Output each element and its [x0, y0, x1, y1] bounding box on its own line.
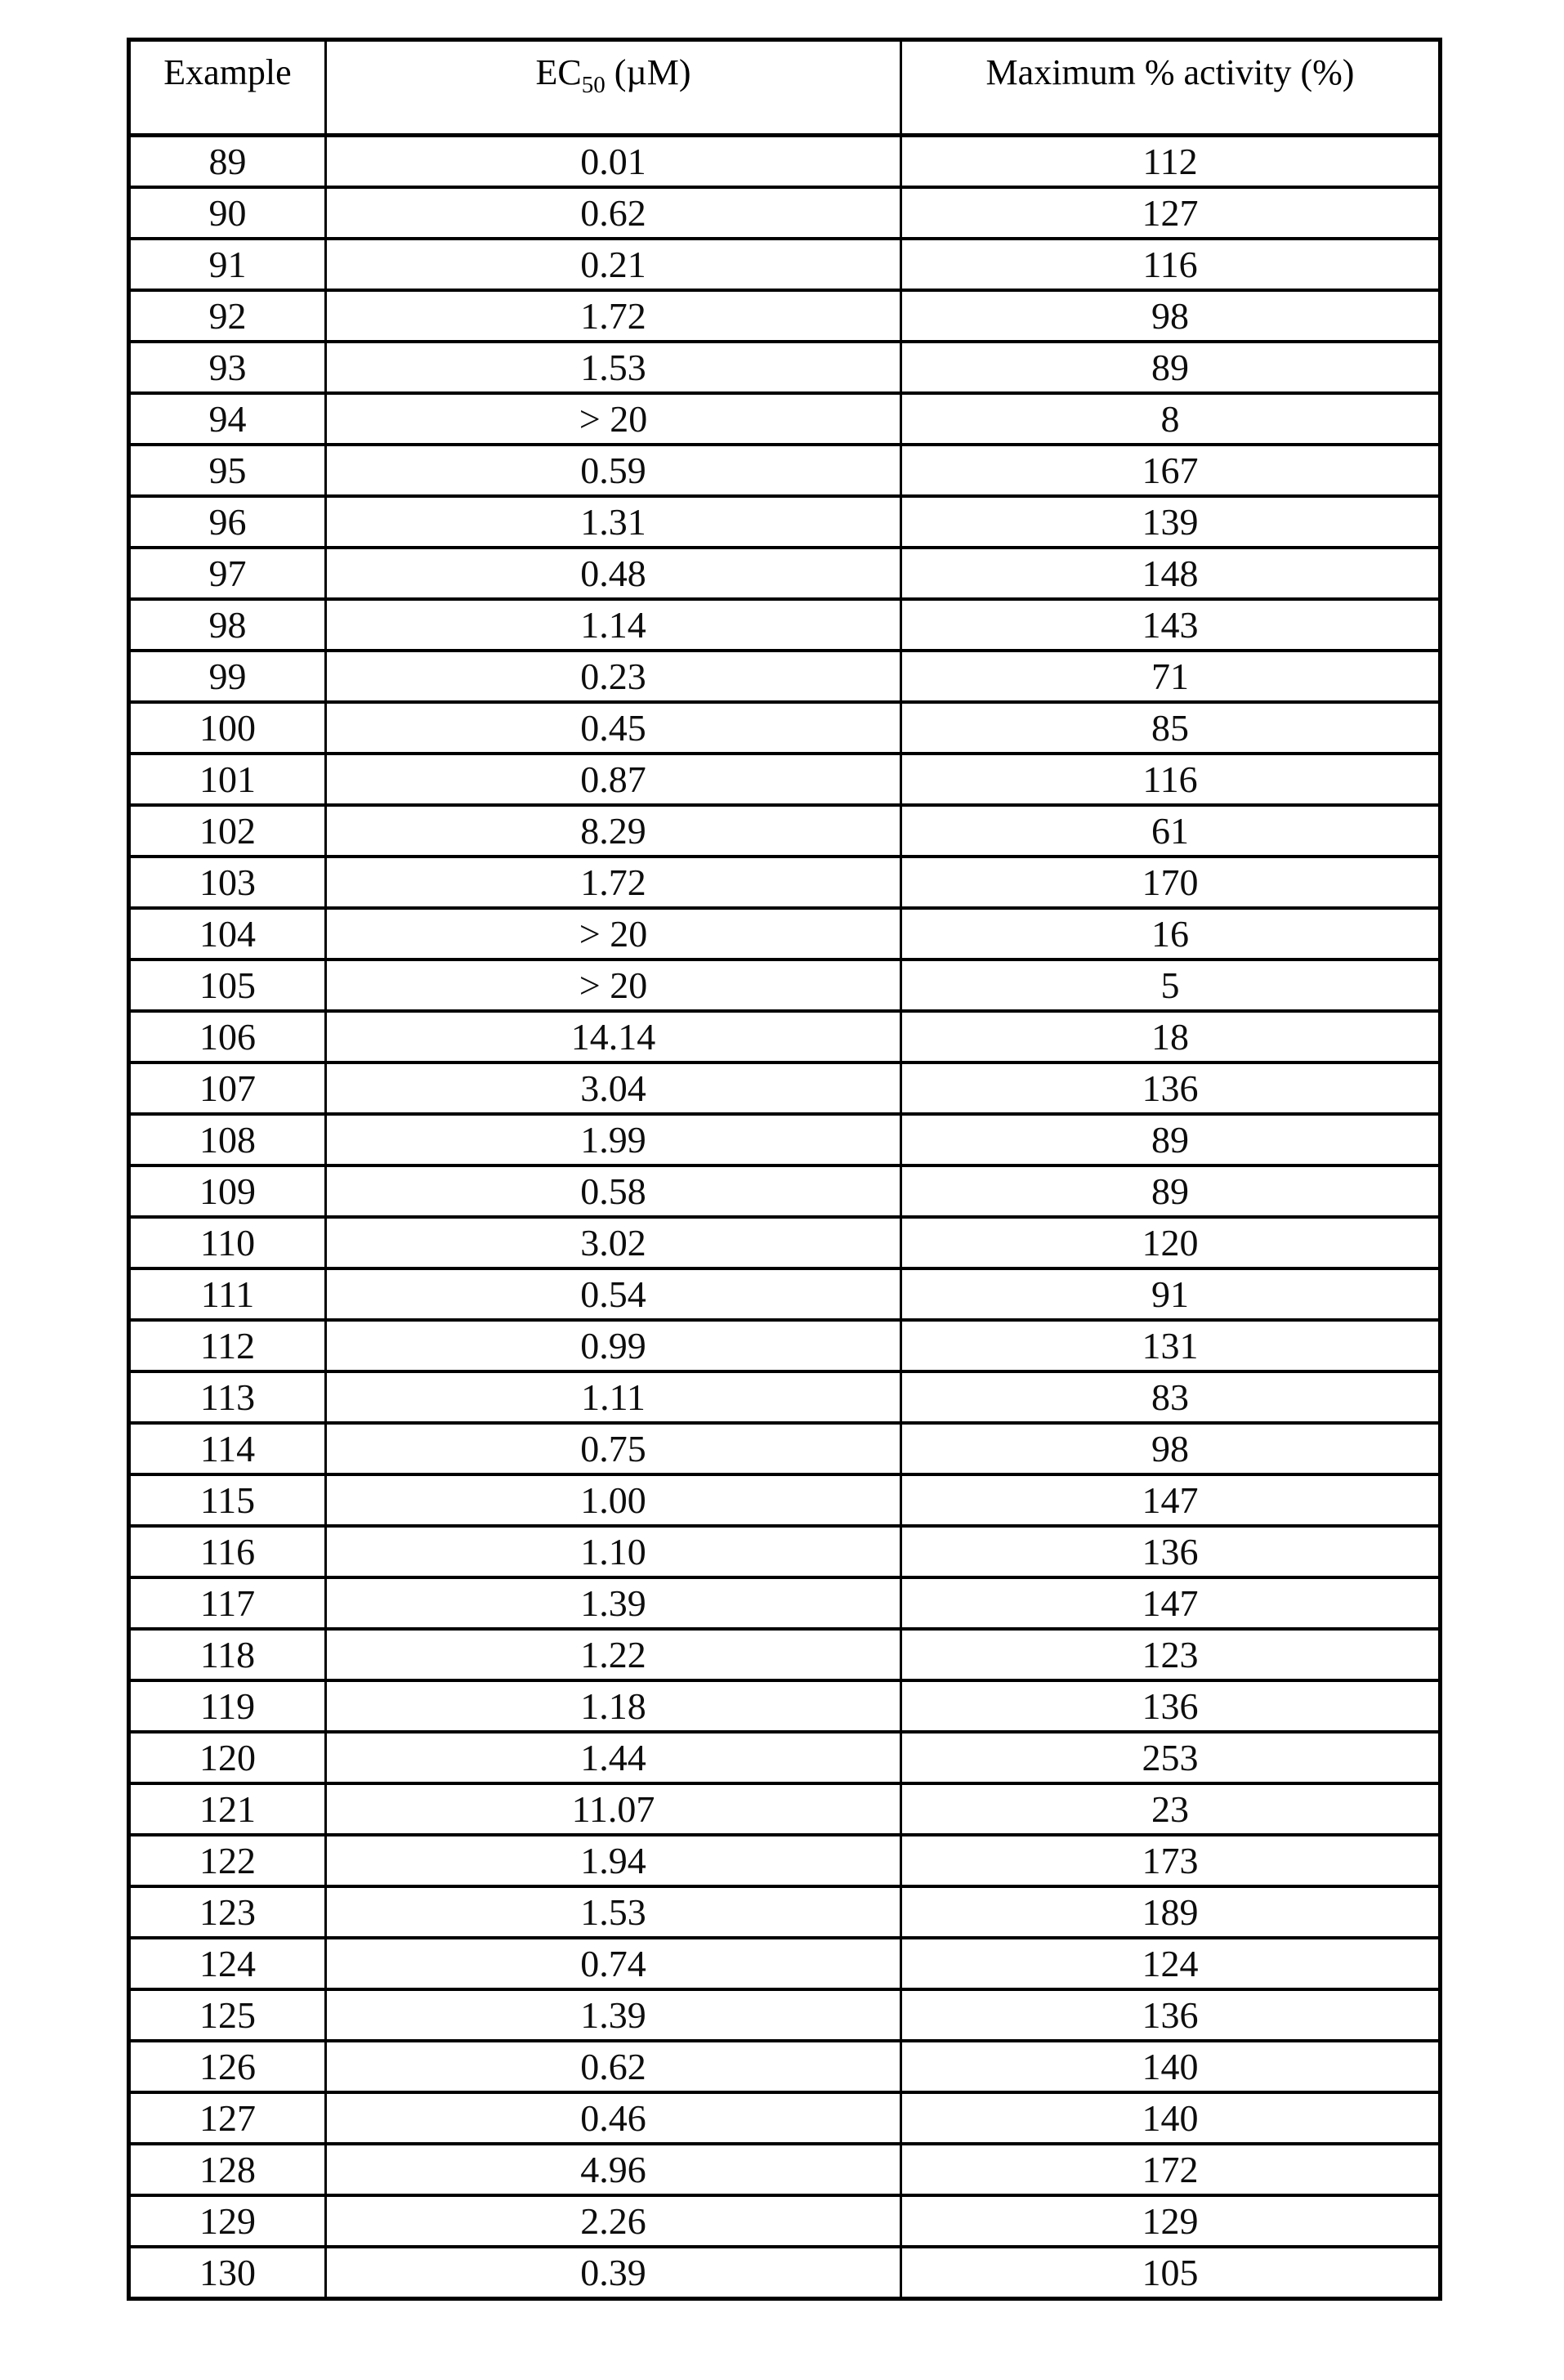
cell-max-activity: 140: [901, 2041, 1441, 2092]
cell-ec50: 0.21: [326, 239, 901, 290]
cell-max-activity: 83: [901, 1371, 1441, 1423]
column-header-ec50: [326, 40, 901, 136]
cell-ec50: 0.62: [326, 187, 901, 239]
cell-max-activity: 120: [901, 1217, 1441, 1268]
cell-example: 116: [129, 1526, 326, 1577]
cell-max-activity: 147: [901, 1577, 1441, 1629]
cell-max-activity: 170: [901, 857, 1441, 908]
cell-max-activity: 136: [901, 1680, 1441, 1732]
cell-max-activity: 91: [901, 1268, 1441, 1320]
cell-ec50: 1.10: [326, 1526, 901, 1577]
cell-ec50: 14.14: [326, 1011, 901, 1062]
cell-example: 111: [129, 1268, 326, 1320]
table-row: [129, 1474, 1441, 1526]
cell-ec50: 0.99: [326, 1320, 901, 1371]
table-row: [129, 1526, 1441, 1577]
cell-example: 99: [129, 651, 326, 702]
cell-ec50: > 20: [326, 393, 901, 445]
table-body: [129, 136, 1441, 2299]
activity-table: [127, 38, 1442, 2301]
cell-max-activity: 112: [901, 136, 1441, 188]
cell-ec50: 1.72: [326, 857, 901, 908]
cell-ec50: > 20: [326, 908, 901, 960]
table-row: [129, 857, 1441, 908]
cell-max-activity: 173: [901, 1835, 1441, 1886]
table-row: [129, 1680, 1441, 1732]
cell-max-activity: 85: [901, 702, 1441, 754]
cell-max-activity: 5: [901, 960, 1441, 1011]
cell-example: 118: [129, 1629, 326, 1680]
cell-example: 90: [129, 187, 326, 239]
cell-max-activity: 98: [901, 290, 1441, 342]
cell-example: 102: [129, 805, 326, 857]
table-row: [129, 1783, 1441, 1835]
cell-max-activity: 172: [901, 2144, 1441, 2195]
cell-example: 123: [129, 1886, 326, 1938]
cell-example: 119: [129, 1680, 326, 1732]
cell-ec50: 4.96: [326, 2144, 901, 2195]
cell-max-activity: 140: [901, 2092, 1441, 2144]
cell-max-activity: 131: [901, 1320, 1441, 1371]
cell-max-activity: 129: [901, 2195, 1441, 2247]
cell-ec50: 0.01: [326, 136, 901, 188]
cell-max-activity: 127: [901, 187, 1441, 239]
table-row: [129, 908, 1441, 960]
cell-example: 105: [129, 960, 326, 1011]
cell-ec50: 0.23: [326, 651, 901, 702]
cell-max-activity: 136: [901, 1989, 1441, 2041]
cell-example: 101: [129, 754, 326, 805]
cell-max-activity: 89: [901, 1114, 1441, 1165]
cell-example: 109: [129, 1165, 326, 1217]
cell-max-activity: 18: [901, 1011, 1441, 1062]
cell-example: 112: [129, 1320, 326, 1371]
cell-ec50: 3.02: [326, 1217, 901, 1268]
ec50-subscript: 50: [581, 71, 605, 98]
cell-ec50: 11.07: [326, 1783, 901, 1835]
cell-ec50: 0.39: [326, 2247, 901, 2299]
table-row: [129, 1268, 1441, 1320]
cell-max-activity: 116: [901, 239, 1441, 290]
cell-ec50: 1.53: [326, 1886, 901, 1938]
cell-example: 93: [129, 342, 326, 393]
table-row: [129, 1938, 1441, 1989]
cell-example: 129: [129, 2195, 326, 2247]
cell-example: 94: [129, 393, 326, 445]
cell-example: 126: [129, 2041, 326, 2092]
cell-example: 110: [129, 1217, 326, 1268]
table-row: [129, 496, 1441, 548]
cell-ec50: 1.00: [326, 1474, 901, 1526]
cell-example: 100: [129, 702, 326, 754]
cell-max-activity: 71: [901, 651, 1441, 702]
cell-example: 98: [129, 599, 326, 651]
table-row: [129, 342, 1441, 393]
table-row: [129, 651, 1441, 702]
table-row: [129, 239, 1441, 290]
column-header-max-activity-label: Maximum % activity (%): [985, 52, 1355, 92]
table-row: [129, 1320, 1441, 1371]
cell-ec50: 0.62: [326, 2041, 901, 2092]
cell-example: 117: [129, 1577, 326, 1629]
cell-ec50: 0.45: [326, 702, 901, 754]
cell-max-activity: 89: [901, 342, 1441, 393]
cell-example: 106: [129, 1011, 326, 1062]
table-row: [129, 1165, 1441, 1217]
table-row: [129, 445, 1441, 496]
cell-max-activity: 136: [901, 1062, 1441, 1114]
cell-max-activity: 116: [901, 754, 1441, 805]
cell-example: 127: [129, 2092, 326, 2144]
cell-max-activity: 136: [901, 1526, 1441, 1577]
table-row: [129, 1577, 1441, 1629]
cell-example: 114: [129, 1423, 326, 1474]
table-row: [129, 2247, 1441, 2299]
cell-ec50: 0.48: [326, 548, 901, 599]
table-row: [129, 548, 1441, 599]
cell-example: 115: [129, 1474, 326, 1526]
table-row: [129, 290, 1441, 342]
table-row: [129, 1629, 1441, 1680]
cell-ec50: 2.26: [326, 2195, 901, 2247]
cell-max-activity: 89: [901, 1165, 1441, 1217]
table-row: [129, 754, 1441, 805]
table-row: [129, 136, 1441, 188]
table-row: [129, 187, 1441, 239]
table-row: [129, 1371, 1441, 1423]
cell-ec50: 0.59: [326, 445, 901, 496]
cell-ec50: 1.39: [326, 1989, 901, 2041]
table-row: [129, 393, 1441, 445]
table-row: [129, 599, 1441, 651]
cell-example: 113: [129, 1371, 326, 1423]
table-row: [129, 2195, 1441, 2247]
table-row: [129, 1011, 1441, 1062]
cell-example: 120: [129, 1732, 326, 1783]
cell-ec50: 1.11: [326, 1371, 901, 1423]
cell-example: 97: [129, 548, 326, 599]
cell-ec50: 0.58: [326, 1165, 901, 1217]
cell-ec50: 1.22: [326, 1629, 901, 1680]
cell-example: 103: [129, 857, 326, 908]
cell-max-activity: 167: [901, 445, 1441, 496]
cell-ec50: 1.31: [326, 496, 901, 548]
cell-max-activity: 148: [901, 548, 1441, 599]
cell-ec50: 1.72: [326, 290, 901, 342]
cell-ec50: 1.14: [326, 599, 901, 651]
table-row: [129, 702, 1441, 754]
cell-ec50: 1.44: [326, 1732, 901, 1783]
cell-max-activity: 253: [901, 1732, 1441, 1783]
table-row: [129, 960, 1441, 1011]
table-row: [129, 1732, 1441, 1783]
cell-max-activity: 143: [901, 599, 1441, 651]
cell-max-activity: 8: [901, 393, 1441, 445]
activity-table-container: [127, 38, 1442, 2301]
column-header-example: [129, 40, 326, 136]
cell-max-activity: 23: [901, 1783, 1441, 1835]
cell-ec50: 0.74: [326, 1938, 901, 1989]
table-header: [129, 40, 1441, 136]
table-row: [129, 1989, 1441, 2041]
cell-max-activity: 189: [901, 1886, 1441, 1938]
header-row: [129, 40, 1441, 136]
cell-ec50: 0.54: [326, 1268, 901, 1320]
table-row: [129, 1062, 1441, 1114]
cell-max-activity: 139: [901, 496, 1441, 548]
cell-ec50: 0.46: [326, 2092, 901, 2144]
table-row: [129, 805, 1441, 857]
table-row: [129, 1423, 1441, 1474]
table-row: [129, 1886, 1441, 1938]
table-row: [129, 1114, 1441, 1165]
column-header-ec50-label: $EC_{50}$ (µM): [535, 52, 691, 98]
cell-example: 128: [129, 2144, 326, 2195]
cell-ec50: 3.04: [326, 1062, 901, 1114]
cell-max-activity: 147: [901, 1474, 1441, 1526]
cell-ec50: 0.75: [326, 1423, 901, 1474]
cell-ec50: 1.99: [326, 1114, 901, 1165]
cell-example: 122: [129, 1835, 326, 1886]
cell-example: 130: [129, 2247, 326, 2299]
cell-ec50: 8.29: [326, 805, 901, 857]
table-row: [129, 2144, 1441, 2195]
cell-example: 91: [129, 239, 326, 290]
cell-example: 125: [129, 1989, 326, 2041]
cell-max-activity: 98: [901, 1423, 1441, 1474]
table-row: [129, 1835, 1441, 1886]
table-row: [129, 2041, 1441, 2092]
cell-max-activity: 123: [901, 1629, 1441, 1680]
table-row: [129, 2092, 1441, 2144]
cell-example: 108: [129, 1114, 326, 1165]
cell-ec50: 1.94: [326, 1835, 901, 1886]
cell-max-activity: 105: [901, 2247, 1441, 2299]
cell-max-activity: 61: [901, 805, 1441, 857]
cell-max-activity: 124: [901, 1938, 1441, 1989]
cell-example: 96: [129, 496, 326, 548]
cell-example: 89: [129, 136, 326, 188]
cell-example: 92: [129, 290, 326, 342]
column-header-example-label: Example: [163, 52, 292, 92]
cell-example: 124: [129, 1938, 326, 1989]
cell-max-activity: 16: [901, 908, 1441, 960]
cell-ec50: > 20: [326, 960, 901, 1011]
cell-example: 121: [129, 1783, 326, 1835]
cell-ec50: 1.53: [326, 342, 901, 393]
column-header-max-activity: [901, 40, 1441, 136]
cell-ec50: 1.39: [326, 1577, 901, 1629]
cell-example: 95: [129, 445, 326, 496]
table-row: [129, 1217, 1441, 1268]
cell-example: 104: [129, 908, 326, 960]
cell-ec50: 1.18: [326, 1680, 901, 1732]
cell-ec50: 0.87: [326, 754, 901, 805]
cell-example: 107: [129, 1062, 326, 1114]
